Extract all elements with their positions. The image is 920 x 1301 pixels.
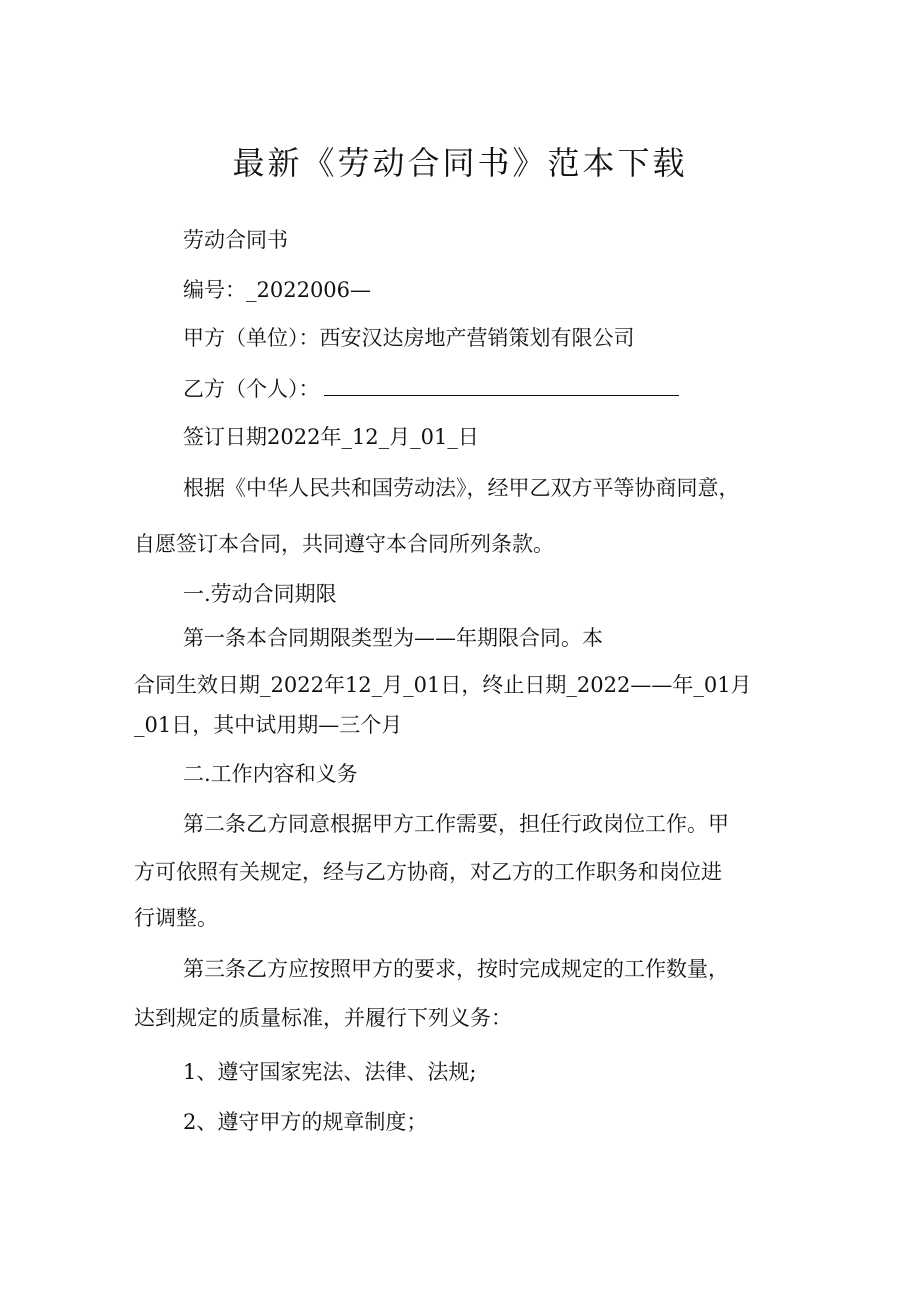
article-1-line-2: 合同生效日期_2022年12_月_01日，终止日期_2022——年_01月 [134, 673, 752, 697]
intro-paragraph-line-2: 自愿签订本合同，共同遵守本合同所列条款。 [134, 532, 554, 556]
duty-item-1: 1、遵守国家宪法、法律、法规; [183, 1060, 477, 1084]
article-1-line-3: _01日，其中试用期—三个月 [134, 713, 403, 737]
article-2-line-1: 第二条乙方同意根据甲方工作需要，担任行政岗位工作。甲 [183, 812, 729, 836]
section-1-title: 一.劳动合同期限 [183, 582, 337, 606]
duty-item-2: 2、遵守甲方的规章制度； [183, 1110, 428, 1134]
article-3-line-1: 第三条乙方应按照甲方的要求，按时完成规定的工作数量， [183, 957, 729, 981]
article-2-line-2: 方可依照有关规定，经与乙方协商，对乙方的工作职务和岗位进 [134, 860, 722, 884]
article-1-line-1: 第一条本合同期限类型为——年期限合同。本 [183, 626, 603, 650]
party-a-line: 甲方（单位）：西安汉达房地产营销策划有限公司 [183, 326, 635, 350]
party-b-blank [324, 373, 679, 396]
party-b-label: 乙方（个人）： [183, 377, 320, 401]
document-title: 最新《劳动合同书》范本下载 [232, 144, 688, 182]
contract-number: 编号：_2022006— [183, 278, 372, 302]
party-b-line [183, 373, 679, 403]
article-2-line-3: 行调整。 [134, 906, 218, 930]
section-2-title: 二.工作内容和义务 [183, 762, 358, 786]
sign-date-line: 签订日期2022年_12_月_01_日 [183, 425, 479, 449]
contract-heading: 劳动合同书 [183, 228, 288, 252]
intro-paragraph-line-1: 根据《中华人民共和国劳动法》，经甲乙双方平等协商同意， [183, 476, 740, 500]
article-3-line-2: 达到规定的质量标准，并履行下列义务： [134, 1006, 512, 1030]
